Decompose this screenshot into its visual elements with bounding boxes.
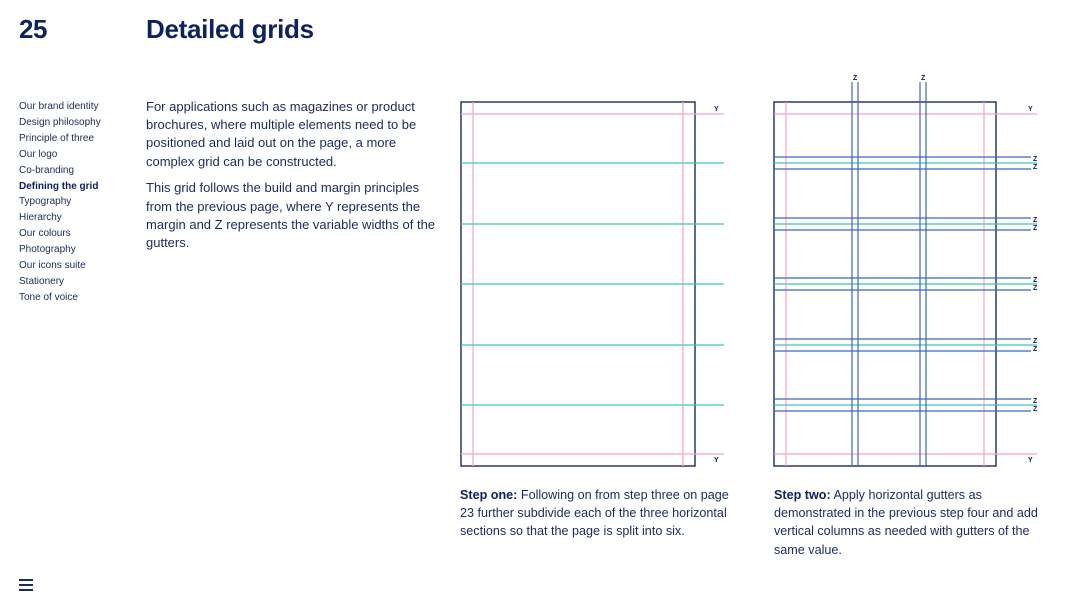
row-divider-lines [461, 163, 724, 405]
toc-item-photography[interactable]: Photography [19, 244, 76, 256]
toc-item-our-colours[interactable]: Our colours [19, 228, 71, 240]
intro-paragraph-1: For applications such as magazines or product brochures, where multiple elements need to be positioned and laid out on the page, a more complex grid can be constructed. [146, 99, 417, 169]
margin-label-top: Y [714, 106, 719, 113]
step-two-caption [774, 486, 1044, 559]
hamburger-menu-icon[interactable] [19, 578, 35, 592]
grid-diagram-step-one [458, 70, 730, 470]
grid-diagram-step-two [771, 70, 1043, 470]
table-of-contents [19, 99, 101, 306]
toc-item-design-philosophy[interactable]: Design philosophy [19, 116, 101, 128]
margin-label-top: Y [1028, 106, 1033, 113]
toc-item-our-icons-suite[interactable]: Our icons suite [19, 260, 86, 272]
toc-item-principle-of-three[interactable]: Principle of three [19, 132, 95, 144]
toc-item-co-branding[interactable]: Co-branding [19, 164, 75, 176]
gutter-label-row-1a: Z [1033, 156, 1038, 163]
gutter-label-column-2: Z [921, 75, 926, 82]
toc-item-typography[interactable]: Typography [19, 196, 72, 208]
toc-item-hierarchy[interactable]: Hierarchy [19, 212, 62, 224]
step-two-label: Step two: [774, 488, 831, 502]
step-one-caption [460, 486, 730, 541]
page-title: Detailed grids [146, 14, 314, 44]
toc-item-stationery[interactable]: Stationery [19, 275, 65, 287]
page-number: 25 [19, 14, 47, 44]
gutter-label-row-5a: Z [1033, 398, 1038, 405]
intro-paragraph-2: This grid follows the build and margin principles from the previous page, where Y represents the margin and Z represents the variable widths of the gutters. [146, 180, 436, 250]
gutter-label-row-4a: Z [1033, 338, 1038, 345]
row-divider-lines [774, 163, 1037, 405]
gutter-label-column-1: Z [853, 75, 858, 82]
toc-item-tone-of-voice[interactable]: Tone of voice [19, 291, 78, 303]
toc-item-defining-the-grid[interactable]: Defining the grid [19, 180, 99, 192]
intro-text [146, 98, 438, 261]
gutter-label-row-2b: Z [1033, 225, 1038, 232]
step-two-text: Apply horizontal gutters as demonstrated in the previous step four and add vertical columns as needed with gutters of the same value. [774, 488, 1038, 557]
step-one-label: Step one: [460, 488, 518, 502]
gutter-label-row-4b: Z [1033, 346, 1038, 353]
step-one-text: Following on from step three on page 23 further subdivide each of the three horizontal sections so that the page is split into six. [460, 488, 729, 539]
margin-label-bottom: Y [714, 457, 719, 464]
gutter-label-row-3a: Z [1033, 277, 1038, 284]
toc-item-our-logo[interactable]: Our logo [19, 148, 58, 160]
column-gutter-lines [852, 82, 926, 466]
gutter-label-row-2a: Z [1033, 217, 1038, 224]
gutter-label-row-5b: Z [1033, 406, 1038, 413]
gutter-label-row-3b: Z [1033, 285, 1038, 292]
margin-label-bottom: Y [1028, 457, 1033, 464]
toc-item-brand-identity[interactable]: Our brand identity [19, 101, 99, 112]
gutter-label-row-1b: Z [1033, 164, 1038, 171]
